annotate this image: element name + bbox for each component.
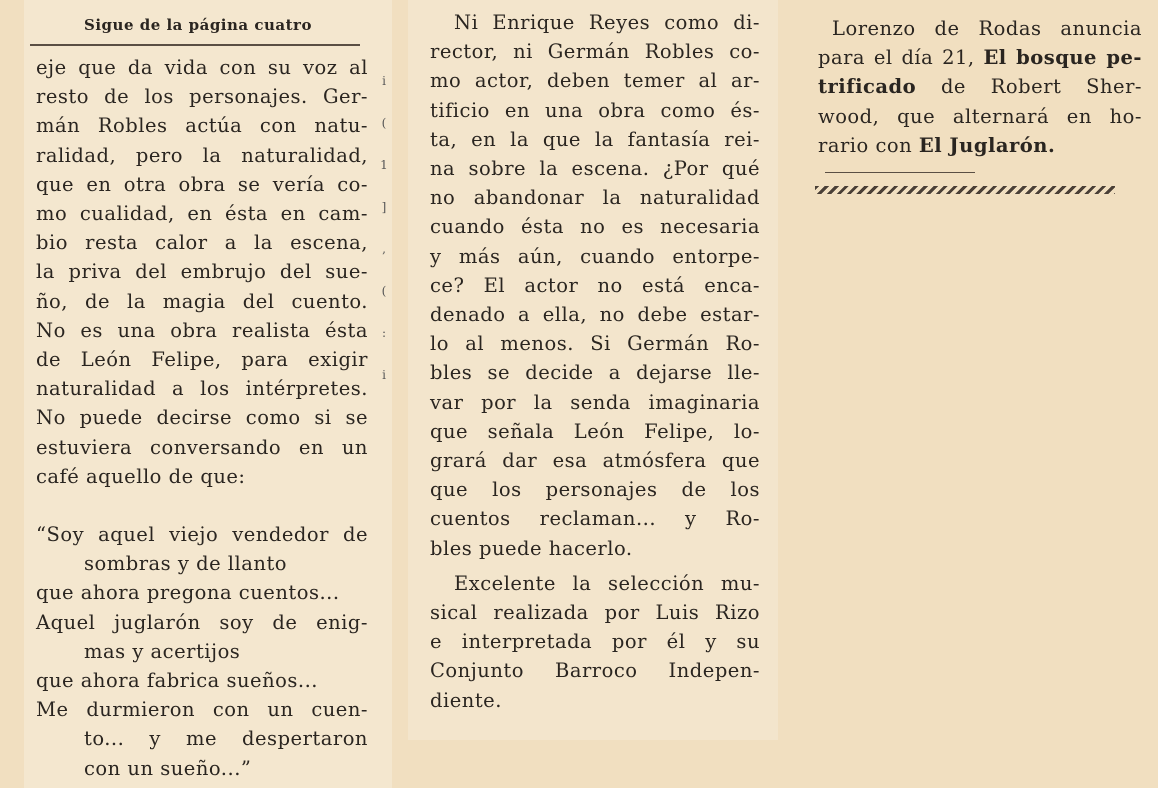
text-line: resto de los personajes. Ger- <box>36 85 368 109</box>
text-line: ce? El actor no está enca- <box>430 273 760 297</box>
text-line: mán Robles actúa con natu- <box>36 114 368 138</box>
text-line <box>818 72 1142 101</box>
text-line: café aquello de que: <box>36 464 246 488</box>
text-line: No puede decirse como si se <box>36 406 368 430</box>
text-line: Ni Enrique Reyes como di- <box>454 11 760 34</box>
column-middle-paragraph-2 <box>430 569 760 715</box>
text-line: ralidad, pero la naturalidad, <box>36 143 368 167</box>
text-line: bio resta calor a la escena, <box>36 231 368 255</box>
text-line: cuando ésta no es necesaria <box>430 215 760 239</box>
announcement-paragraph <box>818 14 1142 160</box>
poem-line: sombras y de llanto <box>84 552 288 576</box>
text-line: na sobre la escena. ¿Por qué <box>430 157 760 181</box>
text-line: var por la senda imaginaria <box>430 390 760 414</box>
poem-quote <box>36 520 368 783</box>
text-line: wood, que alternará en ho- <box>818 104 1142 128</box>
play-title: El bosque pe- <box>983 46 1142 70</box>
text-line: Excelente la selección mu- <box>454 571 760 595</box>
text-line: Conjunto Barroco Indepen- <box>430 659 760 683</box>
text-line: bles se decide a dejarse lle- <box>430 361 760 385</box>
text-line: denado a ella, no debe estar- <box>430 303 760 327</box>
text-line: cuentos reclaman... y Ro- <box>430 507 760 531</box>
text-line: que los personajes de los <box>430 478 760 502</box>
poem-line: “Soy aquel viejo vendedor de <box>36 523 368 547</box>
header-rule <box>30 44 360 46</box>
play-title: trificado <box>818 75 917 99</box>
poem-line: mas y acertijos <box>84 639 241 663</box>
text-line <box>818 131 1142 160</box>
text-line: que en otra obra se vería co- <box>36 172 368 196</box>
poem-line: que ahora pregona cuentos... <box>36 581 340 605</box>
text-line: estuviera conversando en un <box>36 435 368 459</box>
poem-line: que ahora fabrica sueños... <box>36 669 318 693</box>
text-line: bles puede hacerlo. <box>430 536 633 560</box>
text-line: que señala León Felipe, lo- <box>430 419 760 443</box>
text-line: rector, ni Germán Robles co- <box>430 40 760 64</box>
continuation-header: Sigue de la página cuatro <box>84 16 312 34</box>
text-line: mo cualidad, en ésta en cam- <box>36 202 368 226</box>
poem-line: Me durmieron con un cuen- <box>36 698 368 722</box>
text-line: no abandonar la naturalidad <box>430 186 760 210</box>
decorative-divider <box>815 186 1115 194</box>
poem-line: Aquel juglarón soy de enig- <box>36 610 368 634</box>
poem-line: to... y me despertaron <box>84 727 368 751</box>
text-line: mo actor, deben temer al ar- <box>430 69 760 93</box>
text-line: sical realizada por Luis Rizo <box>430 601 760 625</box>
column-left <box>28 51 368 788</box>
text-line: naturalidad a los intérpretes. <box>36 377 368 401</box>
text-run: rario con <box>818 133 913 157</box>
text-line: lo al menos. Si Germán Ro- <box>430 332 760 356</box>
text-line: tificio en una obra como és- <box>430 98 760 122</box>
column-middle <box>412 0 774 738</box>
text-run: para el día 21, <box>818 46 975 70</box>
column-right <box>808 0 1158 160</box>
text-line: de León Felipe, para exigir <box>36 348 368 372</box>
text-line: ta, en la que la fantasía rei- <box>430 127 760 151</box>
column-right-rule <box>825 172 975 173</box>
text-line: e interpretada por él y su <box>430 630 760 654</box>
text-line: ño, de la magia del cuento. <box>36 289 368 313</box>
text-line: eje que da vida con su voz al <box>36 56 368 79</box>
column-middle-paragraph-1 <box>430 8 760 563</box>
poem-line: con un sueño...” <box>84 756 252 780</box>
text-line: Lorenzo de Rodas anuncia <box>832 17 1142 40</box>
text-line <box>818 43 1142 72</box>
margin-marks: i ( 1 ] , ( : i <box>380 74 388 382</box>
column-left-paragraph <box>36 53 368 491</box>
text-line: y más aún, cuando entorpe- <box>430 244 760 268</box>
text-line: No es una obra realista ésta <box>36 318 368 342</box>
text-line: diente. <box>430 688 502 712</box>
play-title: El Juglarón. <box>918 133 1056 157</box>
text-run: de Robert Sher- <box>940 75 1143 99</box>
text-line: la priva del embrujo del sue- <box>36 260 368 284</box>
text-line: grará dar esa atmósfera que <box>430 449 760 473</box>
